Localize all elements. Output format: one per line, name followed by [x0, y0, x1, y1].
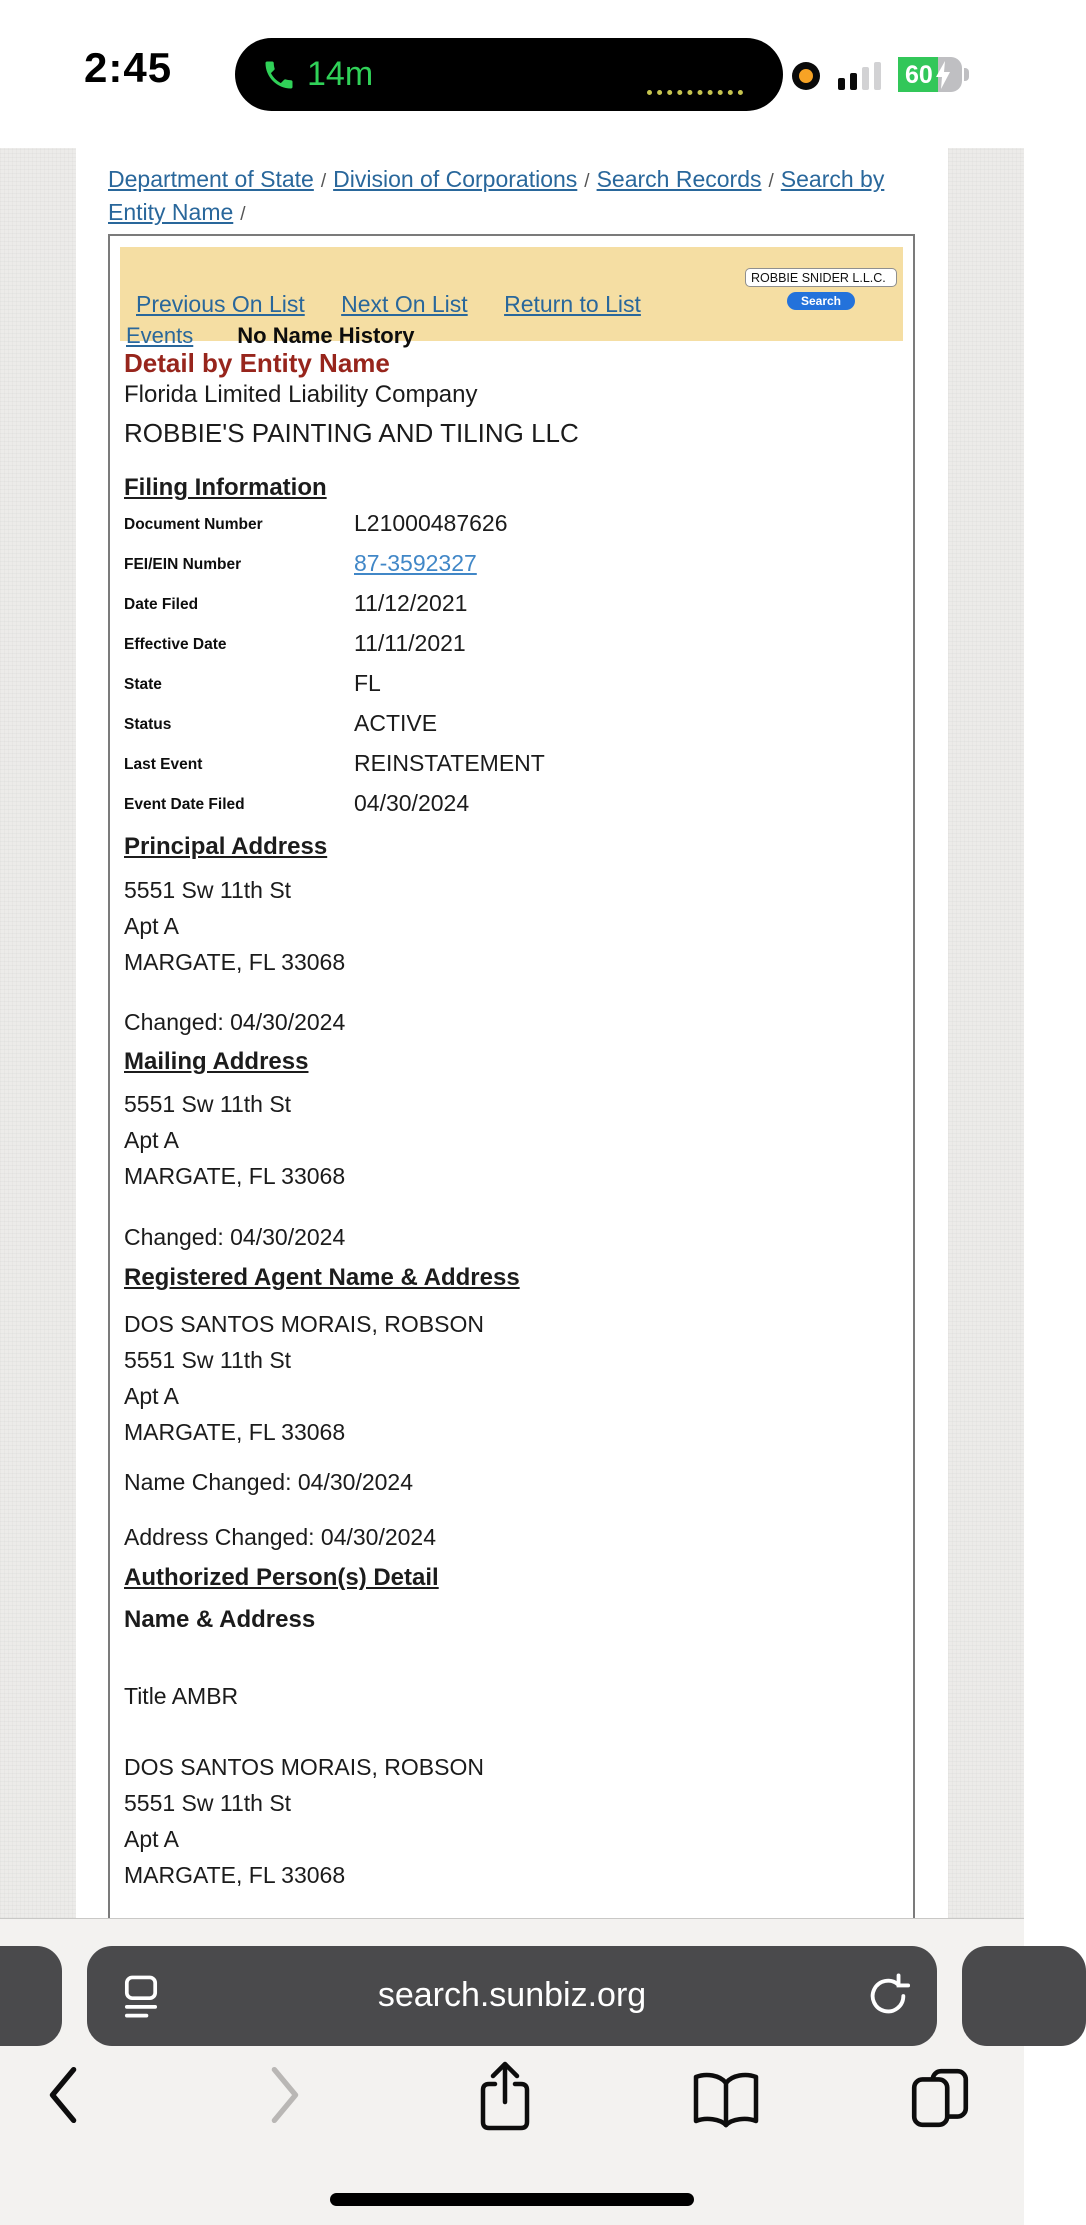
no-name-history-label: No Name History: [237, 323, 415, 348]
page-title: Detail by Entity Name: [124, 348, 390, 378]
authorized-person-name: DOS SANTOS MORAIS, ROBSON: [124, 1754, 484, 1780]
address-bar-url: search.sunbiz.org: [377, 1976, 647, 2014]
breadcrumb-separator: /: [584, 171, 590, 192]
address-line: Apt A: [124, 913, 179, 939]
share-icon[interactable]: [475, 2055, 535, 2142]
breadcrumb: [108, 164, 924, 230]
bookmarks-icon[interactable]: [688, 2069, 764, 2138]
address-line: 5551 Sw 11th St: [124, 1790, 292, 1816]
battery-percent: 60: [905, 61, 933, 89]
filing-label: State: [124, 676, 162, 693]
registered-agent-block: [124, 1306, 889, 1450]
filing-label: Date Filed: [124, 596, 199, 613]
document-number-value: L21000487626: [354, 510, 508, 536]
authorized-person-block: [124, 1749, 889, 1893]
entity-type: Florida Limited Liability Company: [124, 381, 478, 408]
principal-address-changed: Changed: 04/30/2024: [124, 1009, 346, 1035]
name-address-subheading: Name & Address: [124, 1606, 316, 1633]
principal-address-block: [124, 872, 889, 980]
mailing-address-changed: Changed: 04/30/2024: [124, 1224, 346, 1250]
next-on-list-link[interactable]: Next On List: [341, 291, 468, 317]
back-icon[interactable]: [44, 2065, 80, 2130]
address-line: MARGATE, FL 33068: [124, 949, 346, 975]
registered-agent-heading: Registered Agent Name & Address: [124, 1264, 520, 1291]
person-title: Title AMBR: [124, 1683, 239, 1709]
forward-icon: [268, 2065, 304, 2130]
principal-address-heading: Principal Address: [124, 833, 328, 860]
cellular-signal-icon: [838, 60, 888, 90]
charging-bolt-icon: [932, 60, 954, 95]
dynamic-island-call-pill[interactable]: [235, 38, 783, 111]
filing-label: Status: [124, 716, 172, 733]
address-line: 5551 Sw 11th St: [124, 1347, 292, 1373]
return-to-list-link[interactable]: Return to List: [504, 291, 641, 317]
home-indicator[interactable]: [330, 2193, 694, 2206]
date-filed-value: 11/12/2021: [354, 590, 468, 616]
breadcrumb-separator: /: [240, 204, 246, 225]
address-line: 5551 Sw 11th St: [124, 877, 292, 903]
battery-charging-icon: [898, 57, 962, 92]
mailing-address-heading: Mailing Address: [124, 1048, 309, 1075]
breadcrumb-link-search-by-entity-name[interactable]: Search by Entity Name: [108, 166, 885, 225]
call-duration: 14m: [307, 55, 374, 93]
address-line: Apt A: [124, 1127, 179, 1153]
address-line: MARGATE, FL 33068: [124, 1163, 346, 1189]
last-event-value: REINSTATEMENT: [354, 750, 545, 776]
previous-tab-stub[interactable]: [0, 1946, 62, 2046]
fei-ein-number-link[interactable]: 87-3592327: [354, 550, 477, 576]
status-bar: [0, 0, 1024, 148]
effective-date-value: 11/11/2021: [354, 630, 466, 656]
search-button[interactable]: Search: [787, 292, 855, 310]
agent-name-changed: Name Changed: 04/30/2024: [124, 1469, 413, 1495]
entity-detail-box: [108, 234, 915, 2021]
breadcrumb-link-division-of-corporations[interactable]: Division of Corporations: [333, 166, 578, 192]
breadcrumb-link-department-of-state[interactable]: Department of State: [108, 166, 314, 192]
mailing-address-block: [124, 1086, 889, 1194]
address-line: Apt A: [124, 1383, 179, 1409]
reload-icon[interactable]: [865, 1972, 911, 2025]
state-value: FL: [354, 670, 381, 696]
address-line: MARGATE, FL 33068: [124, 1862, 346, 1888]
mic-level-dots: [647, 90, 743, 95]
entity-name: ROBBIE'S PAINTING AND TILING LLC: [124, 418, 579, 448]
event-date-filed-value: 04/30/2024: [354, 790, 470, 816]
battery-cap: [964, 68, 969, 81]
list-navigation-bar: [120, 247, 903, 348]
previous-on-list-link[interactable]: Previous On List: [136, 291, 305, 317]
filing-information-table: [124, 509, 889, 829]
filing-label: FEI/EIN Number: [124, 556, 242, 573]
address-line: 5551 Sw 11th St: [124, 1091, 292, 1117]
address-line: MARGATE, FL 33068: [124, 1419, 346, 1445]
safari-bottom-bar: [0, 1918, 1024, 2225]
filing-label: Effective Date: [124, 636, 227, 653]
authorized-persons-heading: Authorized Person(s) Detail: [124, 1564, 439, 1591]
registered-agent-name: DOS SANTOS MORAIS, ROBSON: [124, 1311, 484, 1337]
site-body: [76, 148, 948, 2021]
agent-address-changed: Address Changed: 04/30/2024: [124, 1524, 437, 1550]
call-icon: [261, 57, 297, 98]
next-tab-stub[interactable]: [962, 1946, 1086, 2046]
breadcrumb-separator: /: [768, 171, 774, 192]
filing-information-heading: Filing Information: [124, 474, 327, 501]
breadcrumb-link-search-records[interactable]: Search Records: [596, 166, 762, 192]
filing-label: Last Event: [124, 756, 203, 773]
webpage-viewport: [0, 148, 1024, 1918]
breadcrumb-separator: /: [320, 171, 327, 192]
events-link[interactable]: Events: [126, 323, 194, 348]
status-value: ACTIVE: [354, 710, 438, 736]
filing-label: Event Date Filed: [124, 796, 245, 813]
entity-search-input[interactable]: [745, 268, 897, 287]
address-line: Apt A: [124, 1826, 179, 1852]
recording-dot: [792, 62, 820, 90]
status-time: 2:45: [84, 44, 173, 91]
address-bar[interactable]: [87, 1946, 937, 2046]
tabs-icon[interactable]: [908, 2065, 972, 2136]
filing-label: Document Number: [124, 516, 263, 533]
